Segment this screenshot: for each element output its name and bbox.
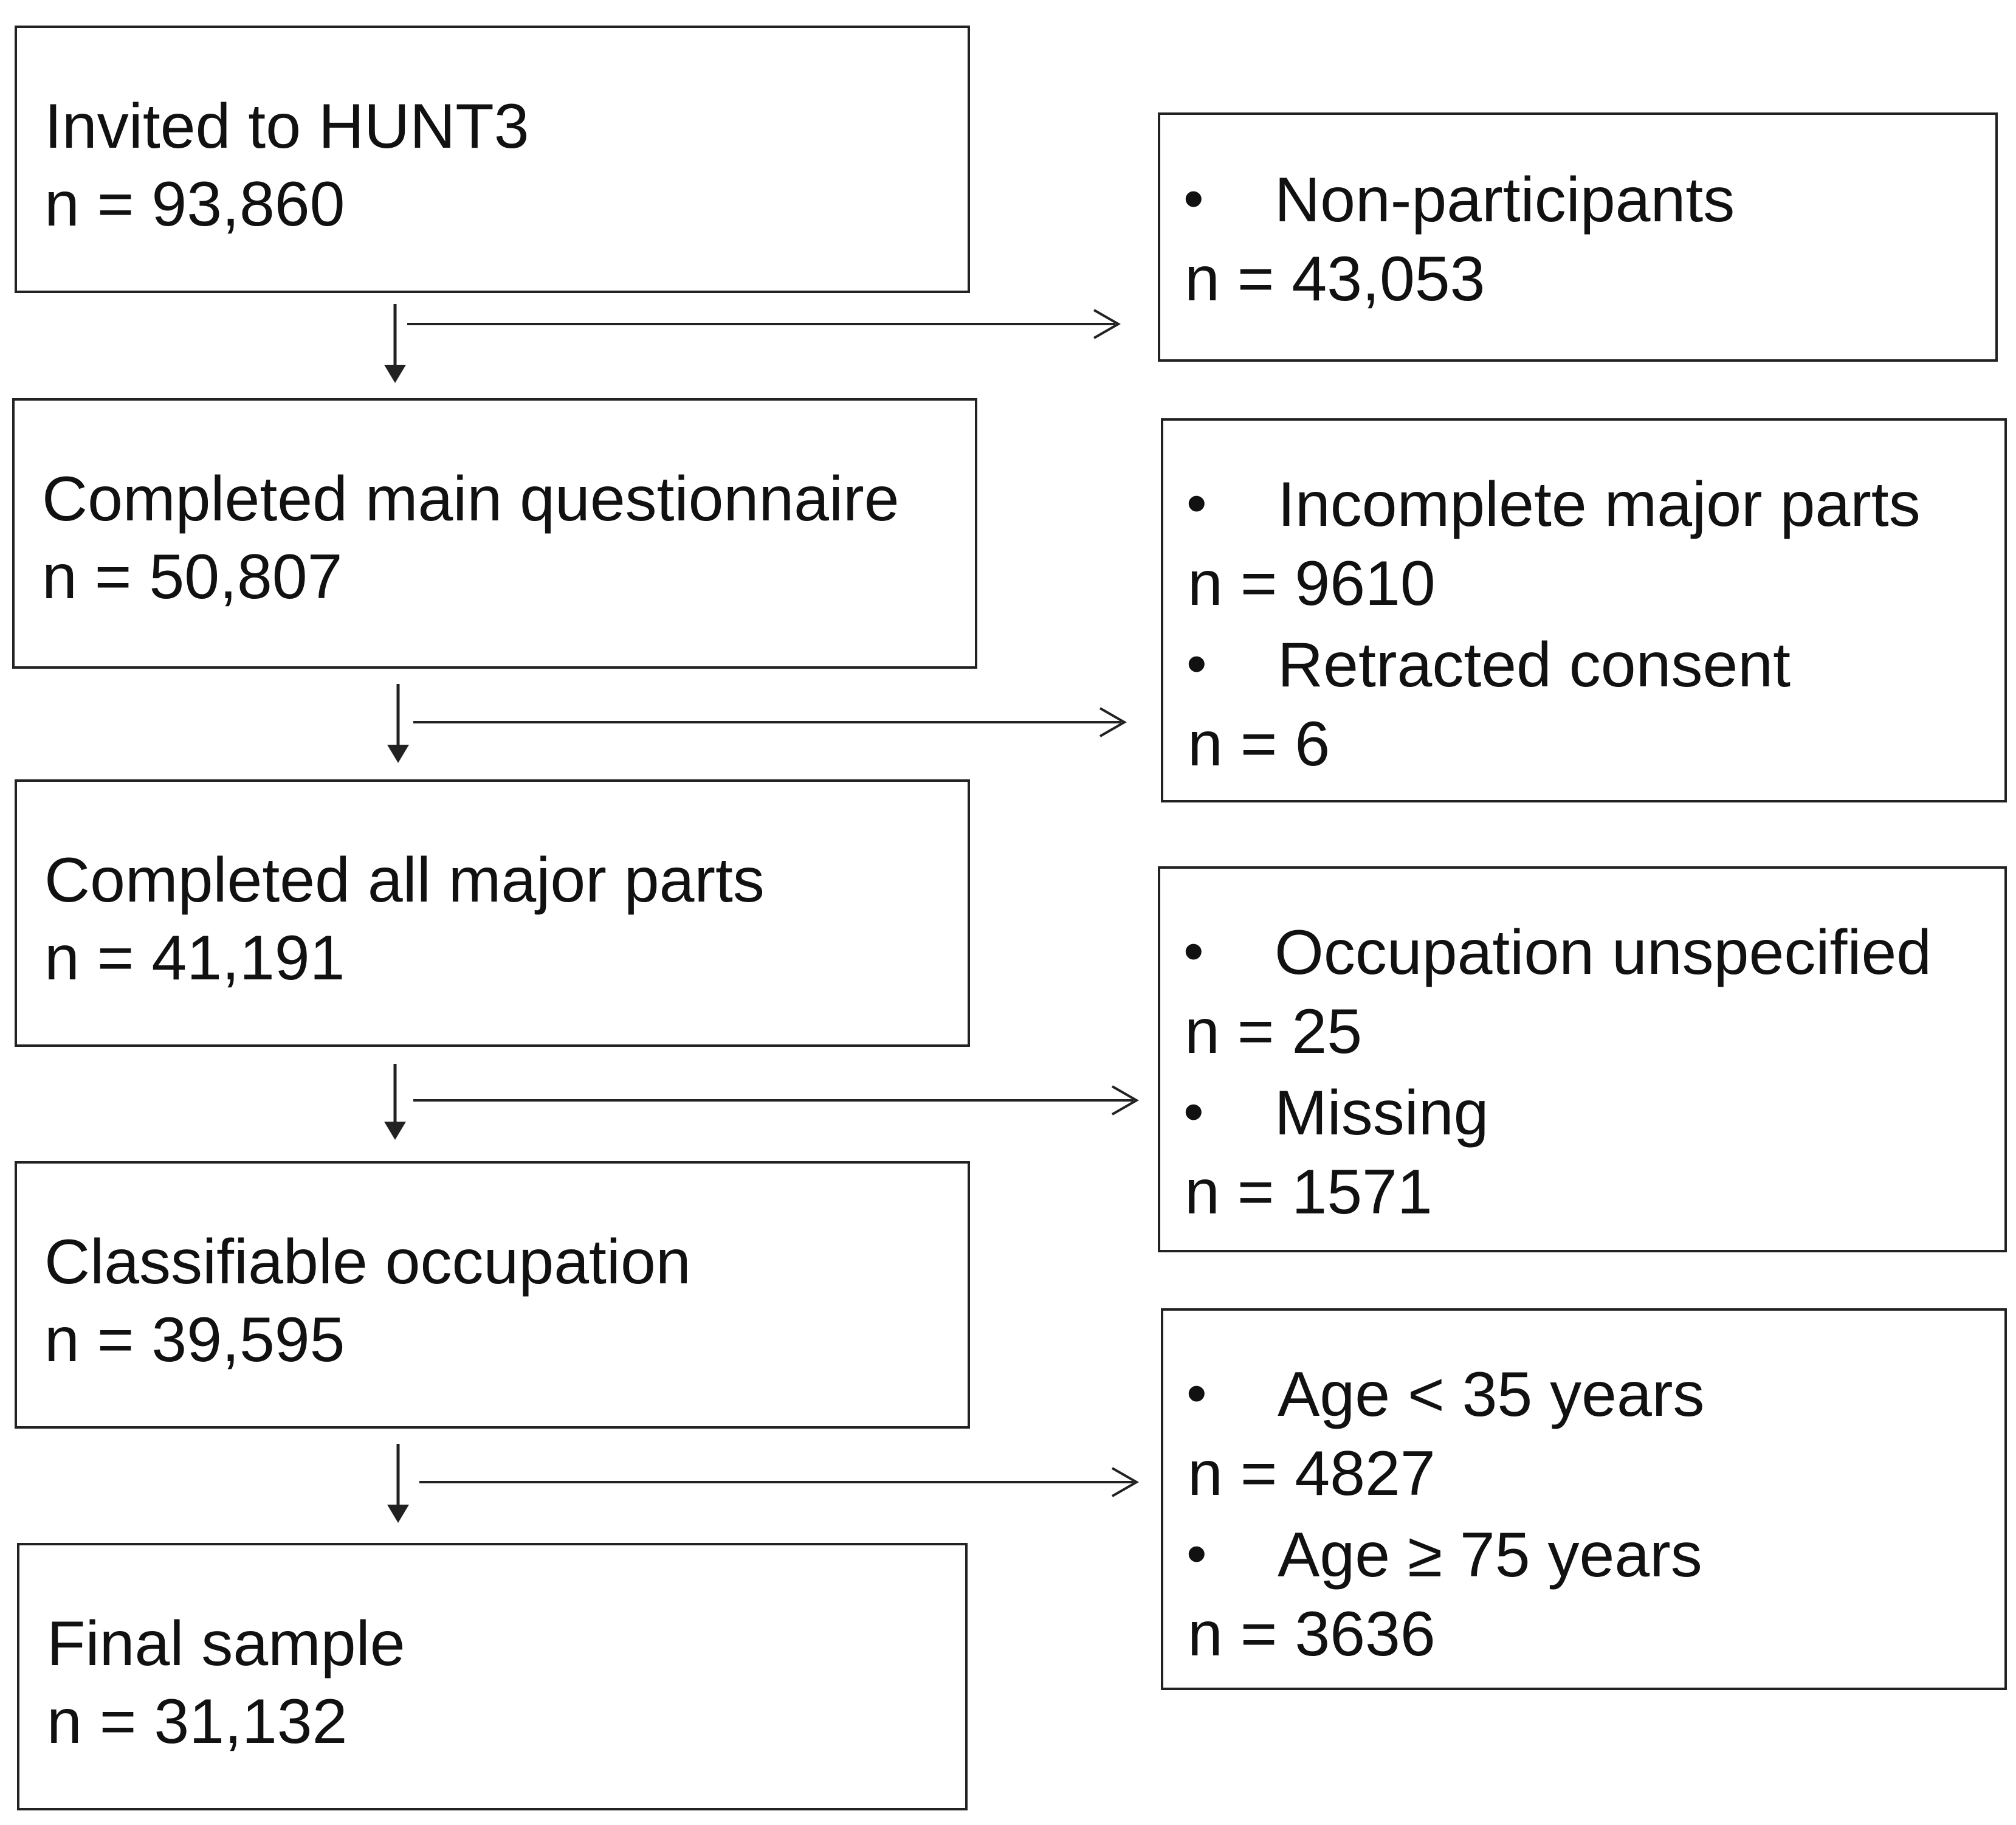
main-box-invited [15, 26, 970, 293]
main-box-final-sample [17, 1543, 968, 1810]
bullet-icon: • [1183, 166, 1204, 231]
exclusion-count: n = 6 [1188, 709, 1330, 779]
main-box-title: Completed main questionnaire [42, 464, 900, 534]
main-box-title: Final sample [47, 1609, 405, 1679]
side-arrow-4 [419, 1468, 1137, 1496]
exclusion-box-age [1161, 1308, 2007, 1690]
main-box-title: Classifiable occupation [44, 1227, 691, 1297]
bullet-icon: • [1183, 1079, 1204, 1144]
main-box-count: n = 50,807 [42, 542, 343, 612]
exclusion-label: Incomplete major parts [1278, 469, 1921, 540]
exclusion-count: n = 3636 [1188, 1599, 1436, 1669]
exclusion-label: Missing [1275, 1078, 1489, 1148]
exclusion-count: n = 1571 [1185, 1157, 1433, 1227]
exclusion-label: Age < 35 years [1278, 1359, 1705, 1430]
exclusion-count: n = 25 [1185, 996, 1363, 1067]
bullet-icon: • [1186, 631, 1207, 696]
main-box-completed-questionnaire [12, 398, 977, 669]
exclusion-count: n = 4827 [1188, 1438, 1436, 1509]
exclusion-count: n = 43,053 [1185, 244, 1485, 314]
main-box-title: Completed all major parts [44, 845, 765, 916]
exclusion-label: Retracted consent [1278, 630, 1791, 700]
side-arrow-3 [413, 1086, 1137, 1114]
exclusion-box-non-participants [1158, 112, 1998, 362]
exclusion-label: Age ≥ 75 years [1278, 1520, 1702, 1590]
side-arrow-1 [407, 310, 1118, 338]
main-box-title: Invited to HUNT3 [44, 91, 529, 162]
bullet-icon: • [1186, 1521, 1207, 1586]
exclusion-box-occupation-missing [1158, 866, 2007, 1252]
exclusion-label: Non-participants [1275, 165, 1735, 235]
main-box-completed-major-parts [15, 779, 970, 1047]
bullet-icon: • [1183, 919, 1204, 984]
main-box-classifiable-occupation [15, 1161, 970, 1429]
exclusion-label: Occupation unspecified [1275, 917, 1932, 988]
bullet-icon: • [1186, 471, 1207, 536]
main-box-count: n = 41,191 [44, 923, 345, 993]
exclusion-count: n = 9610 [1188, 548, 1436, 619]
main-box-count: n = 39,595 [44, 1305, 345, 1375]
exclusion-box-incomplete-retracted [1161, 418, 2007, 802]
down-arrow-4 [387, 1444, 409, 1523]
side-arrow-2 [413, 708, 1124, 736]
down-arrow-3 [384, 1064, 406, 1140]
down-arrow-1 [384, 304, 406, 383]
bullet-icon: • [1186, 1361, 1207, 1426]
down-arrow-2 [387, 684, 409, 763]
main-box-count: n = 93,860 [44, 169, 345, 240]
main-box-count: n = 31,132 [47, 1686, 348, 1757]
